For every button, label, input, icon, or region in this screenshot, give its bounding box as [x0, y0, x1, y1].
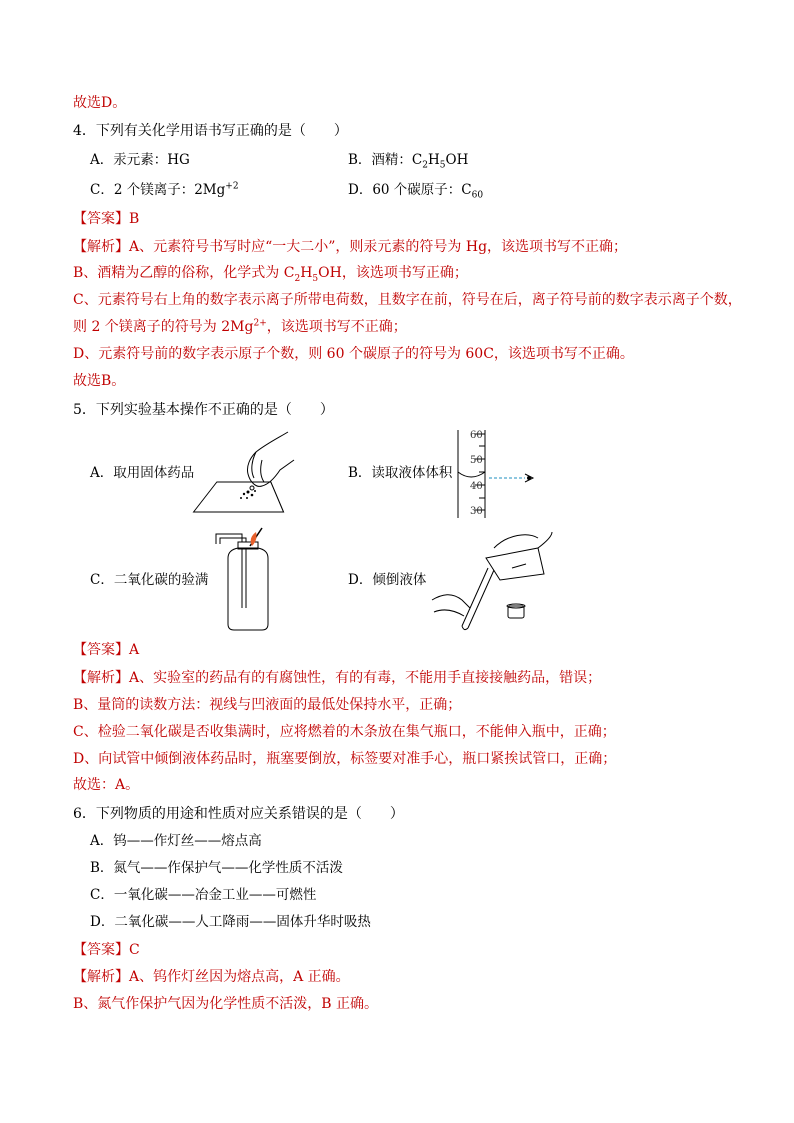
- q4-stem: 4．下列有关化学用语书写正确的是（ ）: [73, 123, 348, 139]
- q5-option-b: B．读取液体体积: [348, 465, 453, 481]
- q4-analysis-3: C、元素符号右上角的数字表示离子所带电荷数，且数字在前，符号在后，离子符号前的数字表示离子个数，: [73, 292, 742, 308]
- q4-analysis-1: 【解析】A、元素符号书写时应“一大二小”，则汞元素的符号为 Hg，该选项书写不正确；: [73, 239, 628, 255]
- q4-option-b: [348, 150, 468, 170]
- q6-analysis-2: B、氮气作保护气因为化学性质不活泼，B 正确。: [73, 996, 379, 1012]
- q5-analysis-1: 【解析】A、实验室的药品有的有腐蚀性，有的有毒，不能用手直接接触药品，错误；: [73, 670, 602, 686]
- q4-option-d-label: D．60 个碳原子：: [348, 182, 462, 198]
- q4-answer-tag: 【答案】: [73, 211, 129, 227]
- q6-option-a: A．钨——作灯丝——熔点高: [90, 833, 262, 849]
- q4-analysis-4: 则 2 个镁离子的符号为 $2Mg^{2+}$，该选项书写不正确；: [73, 318, 407, 335]
- q6-option-d: D．二氧化碳——人工降雨——固体升华时吸热: [90, 914, 371, 930]
- q5-analysis-2: B、量筒的读数方法：视线与凹液面的最低处保持水平，正确；: [73, 697, 462, 713]
- q5-option-d: D．倾倒液体: [348, 572, 427, 588]
- q4-answer-value: B: [129, 211, 140, 227]
- q4-analysis-2: B、酒精为乙醇的俗称，化学式为 $C_2H_5OH$，该选项书写正确；: [73, 265, 468, 284]
- cylinder-tick-30: 30: [470, 506, 483, 517]
- q5-stem: 5．下列实验基本操作不正确的是（ ）: [73, 402, 334, 418]
- q4-option-c-label: C．2 个镁离子：: [90, 182, 195, 198]
- q6-option-b: B．氮气——作保护气——化学性质不活泼: [90, 860, 343, 876]
- q5-answer: [73, 640, 139, 660]
- q5-answer-value: A: [129, 642, 140, 658]
- q6-answer-tag: 【答案】: [73, 942, 129, 958]
- figure-a-hand-solid-icon: [200, 430, 310, 520]
- figure-c-gas-bottle-icon: [212, 528, 292, 632]
- q6-option-c: C．一氧化碳——冶金工业——可燃性: [90, 887, 317, 903]
- q4-option-d-value: C: [461, 182, 472, 198]
- previous-conclusion: 故选D。: [73, 95, 127, 111]
- q4-option-b-label: B．酒精：: [348, 152, 412, 168]
- q4-option-a-value: HG: [167, 152, 190, 168]
- cylinder-tick-40: 40: [470, 481, 483, 492]
- q4-option-a: [90, 150, 190, 170]
- q6-stem: 6．下列物质的用途和性质对应关系错误的是（ ）: [73, 806, 404, 822]
- q4-analysis-5: D、元素符号前的数字表示原子个数，则 60 个碳原子的符号为 60C，该选项书写不正确。: [73, 346, 634, 362]
- q6-answer-value: C: [129, 942, 140, 958]
- q6-analysis-tag: 【解析】: [73, 969, 129, 985]
- q4-option-b-formula: $C_2H_5OH$: [411, 152, 469, 171]
- q5-option-a: A．取用固体药品: [90, 465, 195, 481]
- q5-answer-tag: 【答案】: [73, 642, 129, 658]
- q4-conclusion: 故选B。: [73, 373, 126, 389]
- q6-analysis-1: 【解析】A、钨作灯丝因为熔点高，A 正确。: [73, 969, 350, 985]
- q4-option-d: [348, 180, 483, 200]
- q4-analysis-tag: 【解析】: [73, 239, 129, 255]
- figure-d-pouring-icon: [428, 528, 558, 632]
- q6-answer: [73, 940, 140, 960]
- q5-analysis-4: D、向试管中倾倒液体药品时，瓶塞要倒放，标签要对准手心，瓶口紧挨试管口，正确；: [73, 751, 617, 767]
- q5-analysis-tag: 【解析】: [73, 670, 129, 686]
- q5-conclusion: 故选：A。: [73, 777, 140, 793]
- q4-option-d-subscript: 60: [471, 190, 484, 201]
- q4-option-a-label: A．汞元素：: [90, 152, 168, 168]
- q4-option-c: [90, 180, 239, 200]
- q4-answer: [73, 209, 139, 229]
- cylinder-tick-60: 60: [470, 430, 483, 441]
- q5-option-c: C．二氧化碳的验满: [90, 572, 209, 588]
- cylinder-tick-50: 50: [470, 455, 483, 466]
- q4-option-c-charge: +2: [225, 181, 239, 192]
- q5-analysis-3: C、检验二氧化碳是否收集满时，应将燃着的木条放在集气瓶口，不能伸入瓶中，正确；: [73, 724, 616, 740]
- figure-b-cylinder-icon: [455, 428, 545, 520]
- q4-option-c-value: 2Mg: [194, 182, 226, 198]
